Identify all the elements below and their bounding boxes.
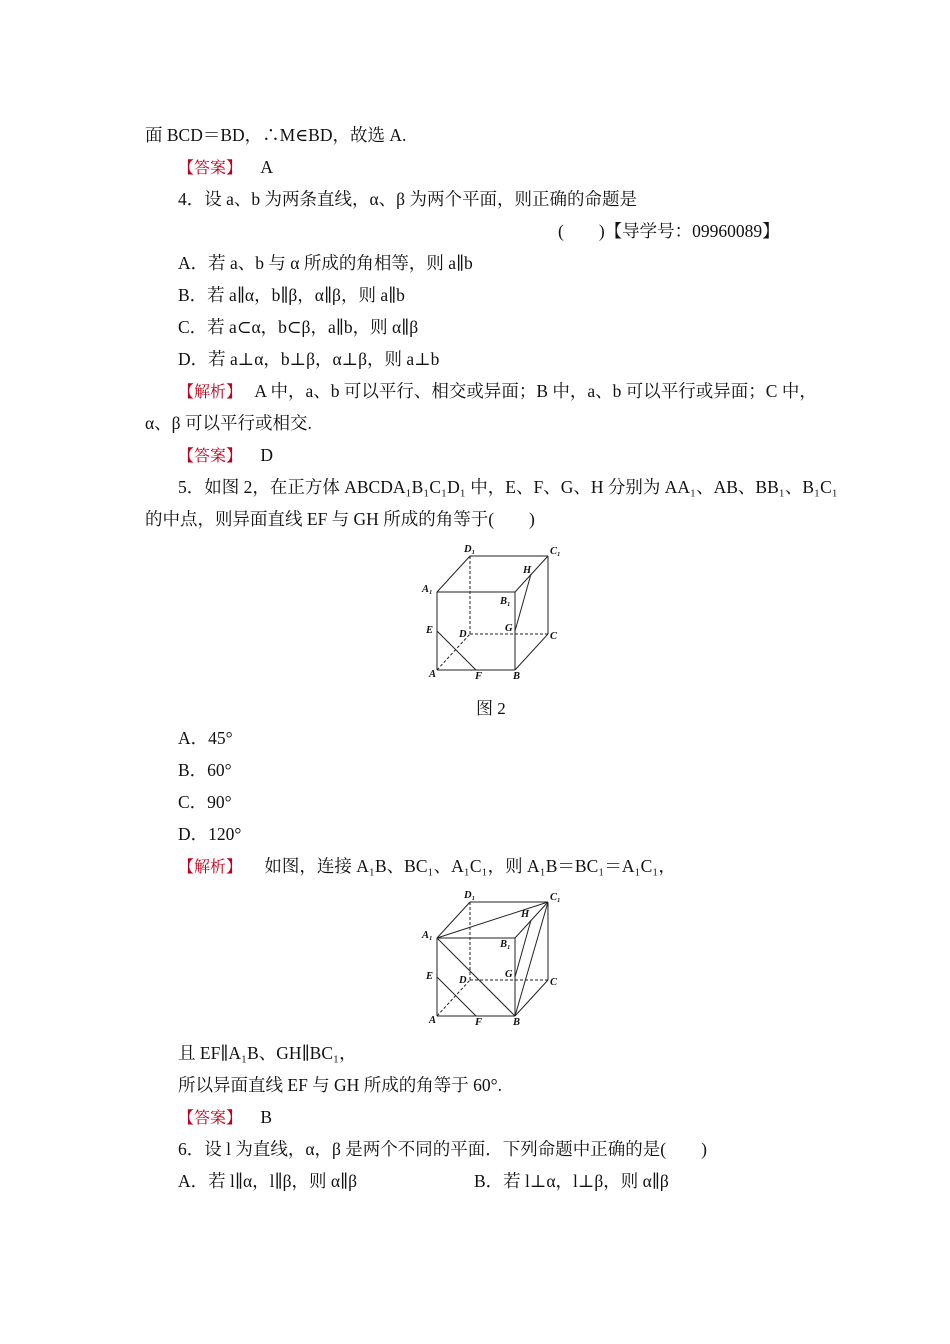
analysis-text: A 中，a、b 可以平行、相交或异面；B 中，a、b 可以平行或异面；C 中， — [254, 381, 817, 401]
q4-option-b: B．若 a∥α，b∥β，α∥β，则 a∥b — [178, 285, 405, 305]
question-5-cont: 的中点，则异面直线 EF 与 GH 所成的角等于( ) — [145, 509, 535, 529]
label-f: F — [475, 1017, 483, 1028]
answer-5 — [178, 1106, 272, 1129]
analysis-5-cont: 且 EF∥A₁B、GH∥BC₁， — [178, 1043, 357, 1063]
label-d: D — [459, 629, 467, 640]
analysis-4-cont: α、β 可以平行或相交. — [145, 413, 312, 433]
label-h: H — [523, 565, 532, 576]
question-6: 6．设 l 为直线，α，β 是两个不同的平面．下列命题中正确的是( ) — [178, 1139, 707, 1159]
answer-tag: 【答案】 — [178, 446, 243, 465]
label-b: B — [513, 1017, 521, 1028]
q4-option-d: D．若 a⊥α，b⊥β，α⊥β，则 a⊥b — [178, 349, 440, 369]
q6-option-b: B．若 l⊥α，l⊥β，则 α∥β — [474, 1171, 669, 1191]
label-e: E — [426, 625, 434, 636]
label-f: F — [475, 671, 483, 682]
q6-option-a: A．若 l∥α，l∥β，则 α∥β — [178, 1171, 358, 1191]
label-a: A — [429, 669, 437, 680]
cube-diagram — [420, 538, 565, 683]
label-h: H — [521, 909, 530, 920]
analysis-4 — [178, 380, 817, 403]
q4-option-a: A．若 a、b 与 α 所成的角相等，则 a∥b — [178, 253, 473, 273]
label-e: E — [426, 971, 434, 982]
label-a1: A₁ — [422, 930, 433, 941]
question-4-tail: ( )【导学号：09960089】 — [558, 221, 780, 241]
analysis-5 — [178, 855, 676, 878]
answer-tag: 【答案】 — [178, 1108, 243, 1127]
label-c1: C₁ — [550, 546, 561, 557]
answer-tag: 【答案】 — [178, 158, 243, 177]
q5-option-a: A．45° — [178, 728, 233, 748]
label-c1: C₁ — [550, 892, 561, 903]
continuation-line: 面 BCD＝BD，∴M∈BD，故选 A. — [145, 125, 407, 145]
label-d1: D₁ — [464, 544, 476, 555]
label-b1: B₁ — [500, 596, 511, 607]
label-d1: D₁ — [464, 890, 476, 901]
label-a1: A₁ — [422, 584, 433, 595]
analysis-tag: 【解析】 — [178, 857, 243, 876]
label-c: C — [550, 977, 558, 988]
label-g: G — [505, 623, 513, 634]
q5-option-b: B．60° — [178, 760, 232, 780]
label-c: C — [550, 631, 558, 642]
answer-value: A — [260, 157, 274, 177]
label-g: G — [505, 969, 513, 980]
cube-diagram-solution — [420, 884, 565, 1029]
label-a: A — [429, 1015, 437, 1026]
answer-3 — [178, 156, 273, 179]
question-4: 4．设 a、b 为两条直线，α、β 为两个平面，则正确的命题是 — [178, 189, 637, 209]
question-5: 5．如图 2，在正方体 ABCDA₁B₁C₁D₁ 中，E、F、G、H 分别为 AA₁、AB、BB₁、B₁C₁ — [178, 477, 838, 497]
answer-4 — [178, 444, 273, 467]
analysis-text: 如图，连接 A₁B、BC₁、A₁C₁，则 A₁B＝BC₁＝A₁C₁， — [264, 856, 676, 876]
cube-figure-2 — [420, 538, 565, 683]
cube-figure-solution — [420, 884, 565, 1029]
answer-value: B — [260, 1107, 273, 1127]
q5-option-d: D．120° — [178, 824, 242, 844]
label-b1: B₁ — [500, 939, 511, 950]
analysis-tag: 【解析】 — [178, 382, 243, 401]
analysis-5-conclusion: 所以异面直线 EF 与 GH 所成的角等于 60°. — [178, 1075, 502, 1095]
q5-option-c: C．90° — [178, 792, 232, 812]
q4-option-c: C．若 a⊂α，b⊂β，a∥b，则 α∥β — [178, 317, 419, 337]
label-d: D — [459, 975, 467, 986]
label-b: B — [513, 671, 521, 682]
answer-value: D — [260, 445, 274, 465]
figure-caption: 图 2 — [476, 699, 506, 718]
